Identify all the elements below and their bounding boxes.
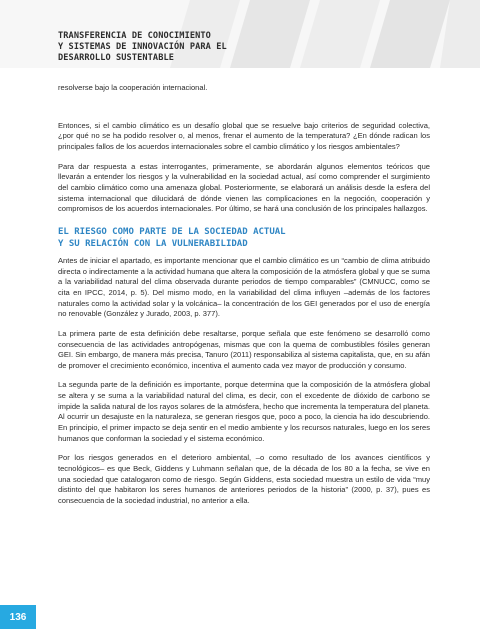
paragraph-7: Por los riesgos generados en el deterioro ambiental, –o como resultado de los avances científicos y tecnológicos– es que Beck, Giddens y Luhmann señalan que, de la década de los 80 a la fecha, se vive en una sociedad que catalogaron como de riesgo. Según Giddens, esta sociedad muestra un estilo de vida “muy distinto del que habitaron los seres humanos de anteriores periodos de la historia” (2000, p. 37), pues es consecuencia de la sociedad industrial, no anterior a ella.: [58, 453, 430, 506]
paragraph-2: Entonces, si el cambio climático es un desafío global que se resuelve bajo criterios de seguridad colectiva, ¿por qué no se ha podido resolver o, al menos, frenar el aumento de la temperatura? ¿En dónde radican los principales fallos de los acuerdos internacionales sobre el cambio climático y los riesgos ambientales?: [58, 120, 430, 151]
chevron-shape-4: [370, 0, 450, 68]
paragraph-5: La primera parte de esta definición debe resaltarse, porque señala que este fenómeno se desarrolló como consecuencia de las actividades antropógenas, mismas que con la quema de combustibles fósiles generan GEI. Sin embargo, de manera más precisa, Tanuro (2011) responsabiliza al sistema capitalista, que, en su afán de promover el crecimiento económico, incentiva el aumento cada vez mayor de producción y consumo.: [58, 328, 430, 370]
paragraph-6: La segunda parte de la definición es importante, porque determina que la composición de la atmósfera global se altera y se suma a la variabilidad natural del clima, es decir, con el excedente de dióxido de carbono se impide la salida natural de los rayos solares de la atmósfera, hecho que incrementa la temperatura del planeta. Al ocurrir un desajuste en la naturaleza, se generan riesgos que, poco a poco, la ciencia ha ido descubriendo. En principio, el primer impacto se deja sentir en el medio ambiente y los recursos naturales, luego en los seres humanos que conforman la sociedad y el sistema económico.: [58, 380, 430, 443]
section-heading-line-2: Y SU RELACIÓN CON LA VULNERABILIDAD: [58, 238, 248, 249]
paragraph-4: Antes de iniciar el apartado, es importante mencionar que el cambio climático es un “cambio de clima atribuido directa o indirectamente a la actividad humana que altera la composición de la atmósfera global y que se suma a la variabilidad natural del clima observada durante periodos de tiempo comparables” (CMNUCC, como se cita en IPCC, 2014, p. 5). Del mismo modo, en la variabilidad del clima influyen –además de los factores naturales como la actividad solar y la volcánica– la concentración de los GEI generados por el uso de energía no renovable (González y Jurado, 2003, p. 377).: [58, 255, 430, 319]
header-title-line-1: TRANSFERENCIA DE CONOCIMIENTO: [58, 31, 211, 41]
section-heading: [58, 226, 430, 250]
paragraph-3: Para dar respuesta a estas interrogantes, primeramente, se abordarán algunos elementos teóricos que llevarán a entender los riesgos y la vulnerabilidad en la sociedad actual, así como comprender el surgimiento del cambio climático como una amenaza global. Posteriormente, se elaborará un análisis desde la esfera del sistema internacional que dilucidará de dónde vienen las complicaciones en la negoción, cooperación y compromisos de los acuerdos internacionales. Por último, se hará una conclusión de los principales hallazgos.: [58, 161, 430, 214]
page-number: 136: [9, 611, 27, 623]
section-heading-line-1: EL RIESGO COMO PARTE DE LA SOCIEDAD ACTUAL: [58, 226, 286, 237]
page-number-badge: [0, 605, 36, 629]
running-header-title: [58, 31, 298, 64]
header-band: [0, 0, 480, 68]
page-body: [58, 83, 430, 507]
header-title-line-3: DESARROLLO SUSTENTABLE: [58, 53, 175, 63]
header-title-line-2: Y SISTEMAS DE INNOVACIÓN PARA EL: [58, 42, 227, 52]
paragraph-1: resolverse bajo la cooperación internacional.: [58, 83, 208, 92]
chevron-shape-3: [300, 0, 380, 68]
